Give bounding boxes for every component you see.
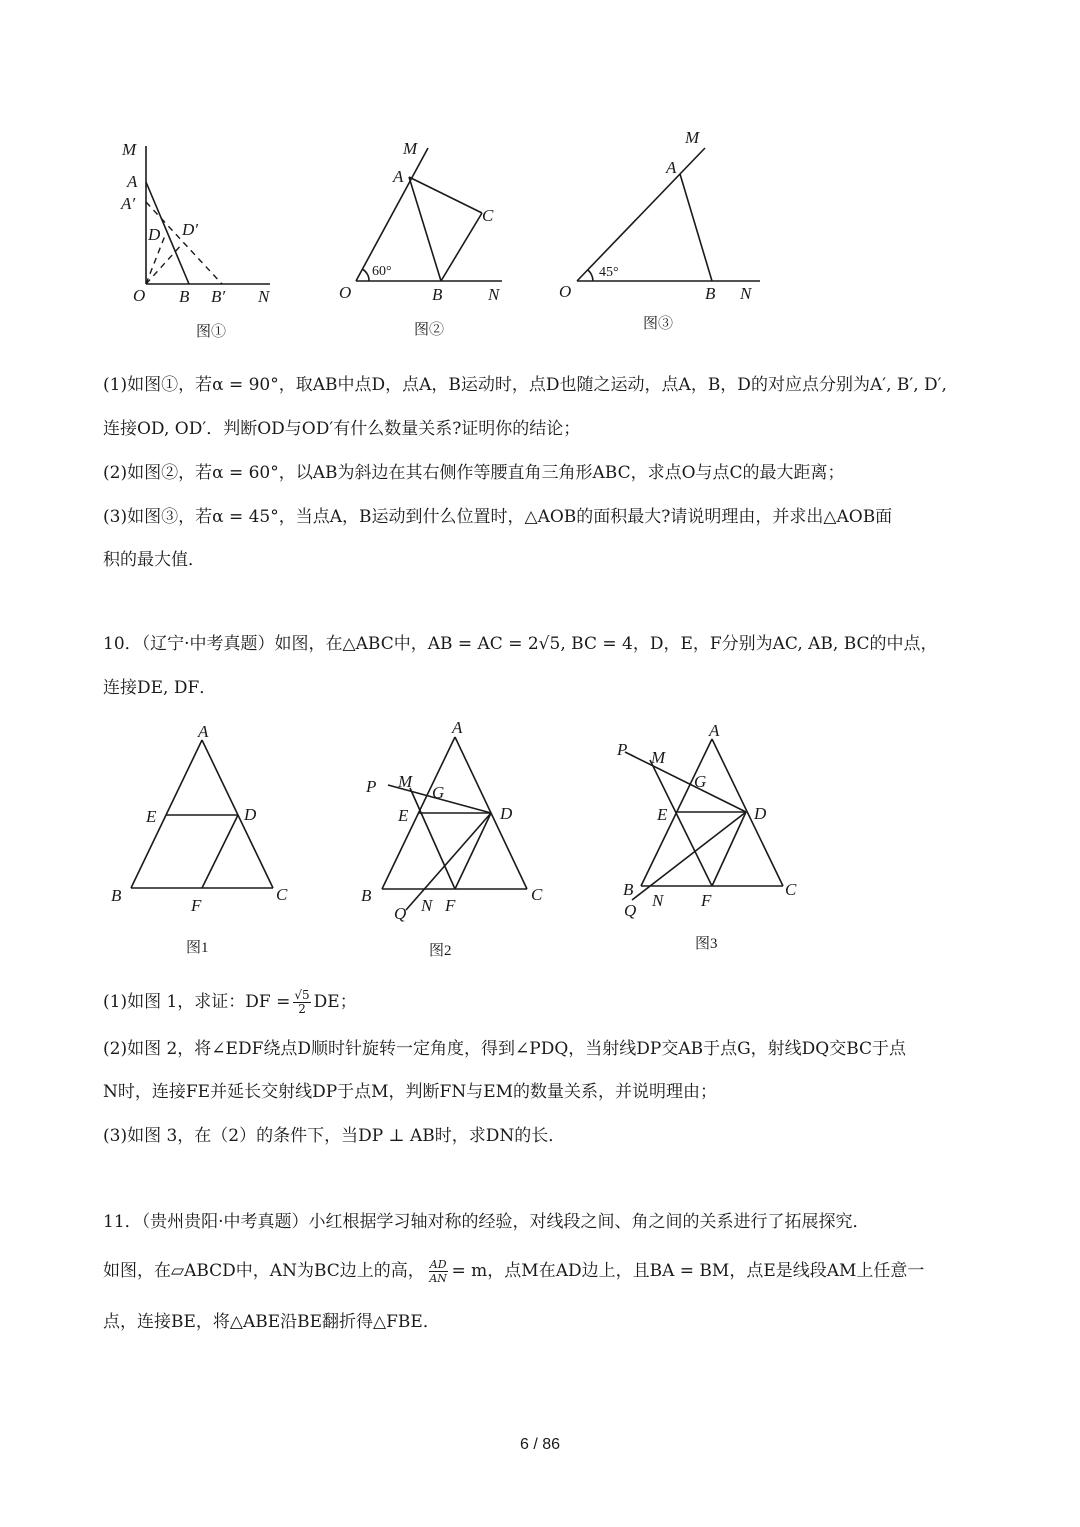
label-D-prime: D′ — [182, 220, 198, 239]
label-B: B — [111, 886, 122, 905]
figure-2-mid — [361, 718, 543, 959]
q9-part1-line2: 连接OD, OD′．判断OD与OD′有什么数量关系?证明你的结论； — [103, 419, 581, 439]
label-C: C — [482, 206, 494, 225]
q11-fraction — [429, 1258, 448, 1285]
label-C: C — [276, 885, 288, 904]
label-G: G — [694, 772, 707, 791]
page-number: 6 / 86 — [519, 1436, 561, 1453]
figure-2-top — [339, 139, 502, 338]
label-B: B — [361, 886, 372, 905]
label-B: B — [179, 287, 190, 306]
label-D: D — [500, 804, 513, 823]
label-M: M — [685, 128, 700, 147]
label-D: D — [244, 805, 257, 824]
label-B-prime: B′ — [211, 287, 226, 306]
figures-middle — [0, 700, 1080, 970]
label-N: N — [488, 285, 500, 304]
q11-line3: 点，连接BE，将△ABE沿BE翻折得△FBE． — [103, 1312, 440, 1332]
q9-part3-line1: (3)如图③，若α = 45°，当点A，B运动到什么位置时，△AOB的面积最大?请说明理由，并求出△AOB面 — [103, 507, 893, 527]
caption-fig2: 图2 — [429, 943, 452, 959]
label-O: O — [133, 286, 146, 305]
label-B: B — [432, 285, 443, 304]
caption-fig3: 图3 — [695, 936, 718, 952]
fraction-denominator: 2 — [298, 1001, 306, 1016]
label-E: E — [657, 805, 668, 824]
label-F: F — [701, 891, 712, 910]
label-E: E — [146, 807, 157, 826]
fraction-denominator: AN — [429, 1271, 447, 1285]
label-A: A — [666, 158, 677, 177]
label-N: N — [421, 896, 433, 915]
label-M: M — [403, 139, 418, 158]
figure-1-mid — [111, 722, 288, 956]
label-A-prime: A′ — [121, 194, 136, 213]
caption-fig1: 图1 — [186, 940, 209, 956]
label-N: N — [740, 284, 752, 303]
label-F: F — [445, 896, 456, 915]
caption-fig1: 图① — [196, 324, 227, 340]
q9-part1-line1: (1)如图①，若α = 90°，取AB中点D，点A，B运动时，点D也随之运动，点A，B，D的对应点分别为A′, B′, D′, — [103, 375, 947, 395]
q10-part1-suffix: DE； — [313, 992, 357, 1012]
caption-fig3: 图③ — [643, 316, 674, 332]
label-B: B — [623, 880, 634, 899]
label-A: A — [127, 172, 138, 191]
label-A: A — [452, 718, 463, 737]
label-A: A — [709, 721, 720, 740]
q10-part1 — [103, 985, 983, 1019]
q10-part2-line2: N时，连接FE并延长交射线DP于点M，判断FN与EM的数量关系，并说明理由； — [103, 1082, 718, 1102]
label-angle-60: 60° — [372, 264, 392, 279]
label-A: A — [393, 167, 404, 186]
q11-line2-prefix: 如图，在▱ABCD中，AN为BC边上的高， — [103, 1261, 425, 1281]
fraction-numerator: √5 — [294, 987, 310, 1002]
q10-part3: (3)如图 3，在（2）的条件下，当DP ⊥ AB时，求DN的长． — [103, 1126, 566, 1146]
label-N: N — [652, 891, 664, 910]
label-Q: Q — [624, 901, 637, 920]
label-M: M — [398, 772, 413, 791]
label-A: A — [198, 722, 209, 741]
label-P: P — [366, 777, 377, 796]
label-B: B — [705, 284, 716, 303]
q10-part2-line1: (2)如图 2，将∠EDF绕点D顺时针旋转一定角度，得到∠PDQ，当射线DP交AB于点G，射线DQ交BC于点 — [103, 1039, 907, 1059]
q10-line2: 连接DE, DF． — [103, 678, 217, 698]
q10-line1: 10．（辽宁·中考真题）如图，在△ABC中，AB = AC = 2√5, BC = 4，D，E，F分别为AC, AB, BC的中点， — [103, 634, 938, 654]
q10-part1-fraction — [293, 989, 310, 1016]
label-F: F — [191, 896, 202, 915]
figure-3-top — [559, 128, 760, 332]
figure-3-mid — [616, 721, 797, 952]
label-O: O — [339, 283, 352, 302]
figures-top — [0, 0, 1080, 360]
label-O: O — [559, 282, 572, 301]
label-N: N — [258, 287, 270, 306]
label-P: P — [617, 740, 628, 759]
q9-part3-line2: 积的最大值． — [103, 550, 205, 570]
q9-part2: (2)如图②，若α = 60°，以AB为斜边在其右侧作等腰直角三角形ABC，求点O与点C的最大距离； — [103, 463, 845, 483]
label-D: D — [148, 225, 161, 244]
label-angle-45: 45° — [599, 265, 619, 280]
label-C: C — [785, 880, 797, 899]
q10-part1-prefix: (1)如图 1，求证：DF = — [103, 992, 291, 1012]
label-Q: Q — [394, 904, 407, 923]
q11-line2 — [103, 1254, 983, 1288]
label-C: C — [531, 885, 543, 904]
fraction-numerator: AD — [429, 1257, 447, 1271]
label-E: E — [398, 806, 409, 825]
figure-1-top — [120, 140, 271, 340]
label-G: G — [432, 783, 445, 802]
caption-fig2: 图② — [414, 322, 445, 338]
q11-line2-suffix: = m，点M在AD边上，且BA = BM，点E是线段AM上任意一 — [451, 1261, 925, 1281]
q11-line1: 11．（贵州贵阳·中考真题）小红根据学习轴对称的经验，对线段之间、角之间的关系进行了拓展探究． — [103, 1212, 870, 1232]
label-M: M — [122, 140, 137, 159]
label-D: D — [754, 804, 767, 823]
label-M: M — [651, 748, 666, 767]
